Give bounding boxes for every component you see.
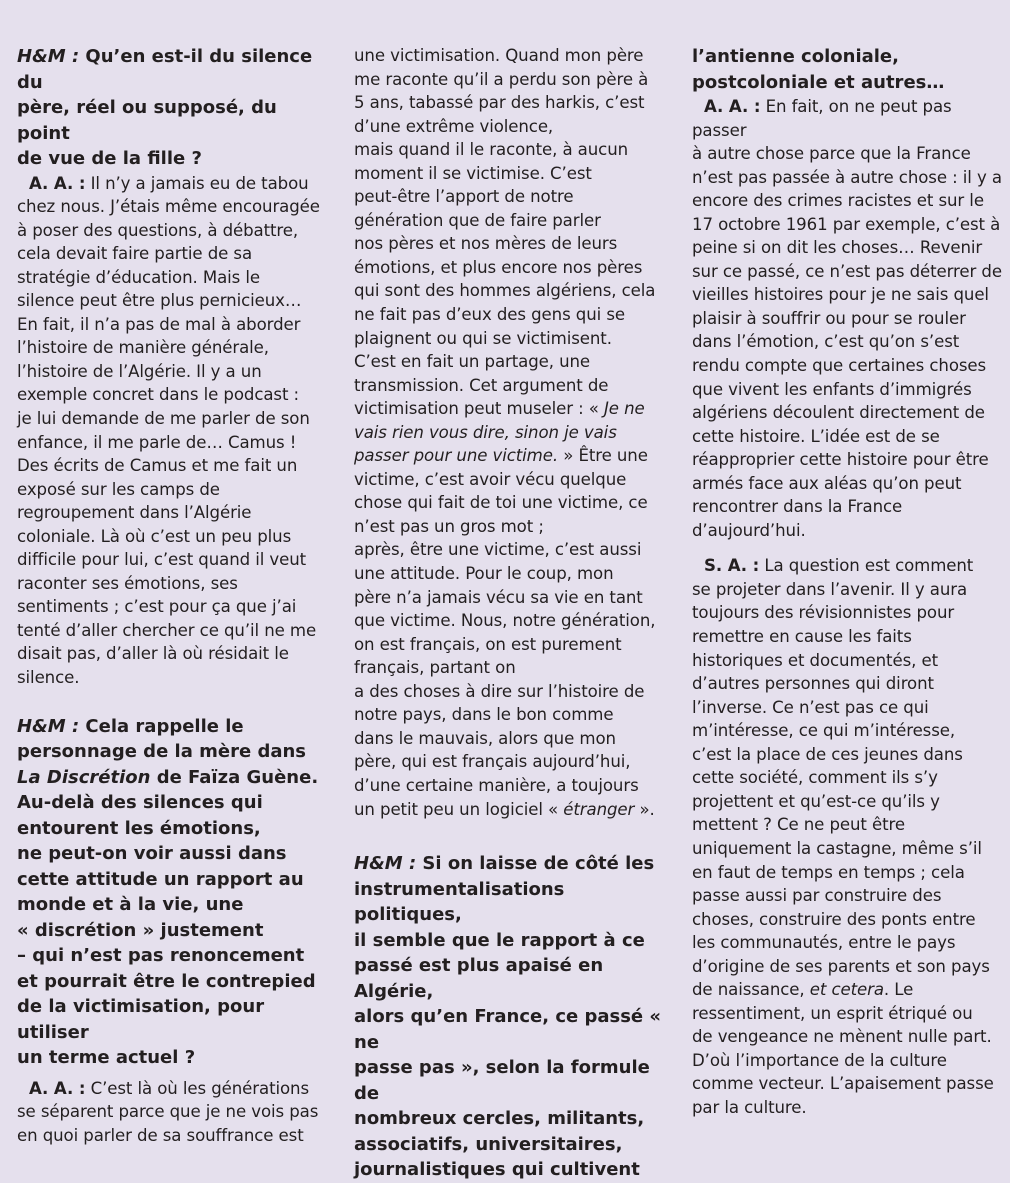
quoted-speech: Je ne vais rien vous dire, sinon je vais passer pour une victime. — [354, 399, 645, 466]
answer-4 — [692, 554, 1010, 1119]
answer-1 — [17, 172, 333, 690]
question-2 — [17, 714, 333, 1071]
spacer — [354, 821, 676, 851]
book-title: La Discrétion — [17, 766, 151, 788]
answer-text: La question est comment se projeter dans l’avenir. Il y aura toujours des révisionnistes pour remettre en cause les faits historiques et documentés, et d’autres personnes qui diront l’inverse. Ce n’est pas ce qui m’intéresse, ce qui m’intéresse, c’est la place de ces jeunes dans cette société, comment ils s’y projettent et qu’est-ce qu’ils y mettent ? Ce ne peut être uniquement la castagne, même s’il en faut de temps en temps ; cela passe aussi par construire des choses, construire des ponts entre les communautés, entre le pays d’origine de ses parents et son pays de naissance, — [692, 556, 990, 1000]
question-text-cont: de Faïza Guène. Au-delà des silences qui entourent les émotions, ne peut-on voir aussi dans cette attitude un rapport au monde et à la vie, une « discrétion » justement – qui n’est pas renoncement et pourrait être le contrepied de la victimisation, pour utiliser un terme actuel ? — [17, 766, 319, 1069]
answer-2-continued — [354, 44, 676, 821]
speaker-tag: A. A. : — [704, 97, 761, 116]
quoted-word: étranger — [563, 799, 635, 819]
speaker-tag: A. A. : — [29, 1078, 86, 1098]
speaker-tag: S. A. : — [704, 556, 760, 576]
answer-text-end: ». — [634, 799, 655, 819]
question-text: Si on laisse de côté les instrumentalisations politiques, il semble que le rapport à ce passé est plus apaisé en Algérie, alors qu’en France, ce passé « ne passe pas », selon la formule de nombreux cercles, militants, associatifs, universitaires, journalistiques qui cultivent — [354, 853, 662, 1181]
answer-text: Il n’y a jamais eu de tabou chez nous. J’étais même encouragée à poser des questions, à débattre, cela devait faire partie de sa stratégie d’éducation. Mais le silence peut être plus pernicieux… En fait, il n’a pas de mal à aborder l’histoire de manière générale, l’histoire de l’Algérie. Il y a un exemple concret dans le podcast : je lui demande de me parler de son enfance, il me parle de… Camus ! Des écrits de Camus et me fait un exposé sur les camps de regroupement dans l’Algérie coloniale. Là où c’est un peu plus difficile pour lui, c’est quand il veut raconter ses émotions, ses sentiments ; c’est pour ça que j’ai tenté d’aller chercher ce qu’il ne me disait pas, d’aller là où résidait le silence. — [17, 173, 320, 687]
question-1 — [17, 44, 333, 172]
latin-phrase: et cetera — [809, 980, 884, 1000]
answer-text: une victimisation. Quand mon père me raconte qu’il a perdu son père à 5 ans, tabassé par des harkis, c’est d’une extrême violence, mais quand il le raconte, à aucun moment il se victimise. C’est peut-être l’apport de notre génération que de faire parler nos pères et nos mères de leurs émotions, et plus encore nos pères qui sont des hommes algériens, cela ne fait pas d’eux des gens qui se plaignent ou qui se victimisent. C’est en fait un partage, une transmission. Cet argument de victimisation peut museler : « — [354, 46, 656, 419]
answer-text: C’est là où les générations se séparent parce que je ne vois pas en quoi parler de sa souffrance est — [17, 1078, 319, 1145]
interviewer-tag: H&M : — [354, 853, 417, 875]
question-text: Qu’en est-il du silence du père, réel ou supposé, du point de vue de la fille ? — [17, 46, 313, 169]
column-1 — [17, 44, 333, 1147]
answer-3 — [692, 95, 1010, 542]
interviewer-tag: H&M : — [17, 715, 80, 737]
question-text: Cela rappelle le personnage de la mère dans — [17, 715, 307, 763]
column-2 — [354, 44, 676, 1183]
question-3-continued: l’antienne coloniale, postcoloniale et autres… — [692, 46, 945, 93]
speaker-tag: A. A. : — [29, 173, 86, 193]
spacer — [692, 542, 1010, 554]
answer-2 — [17, 1077, 333, 1148]
spacer — [17, 690, 333, 714]
column-3 — [692, 44, 1010, 1120]
answer-text-end: . Le ressentiment, un esprit étriqué ou de vengeance ne mènent nulle part. D’où l’importance de la culture comme vecteur. L’apaisement passe par la culture. — [692, 980, 994, 1117]
answer-text: En fait, on ne peut pas passer à autre chose parce que la France n’est pas passée à autre chose : il y a encore des crimes racistes et sur le 17 octobre 1961 par exemple, c’est à peine si on dit les choses… Revenir sur ce passé, ce n’est pas déterrer de vieilles histoires pour je ne sais quel plaisir à souffrir ou pour se rouler dans l’émotion, c’est qu’on s’est rendu compte que certaines choses que vivent les enfants d’immigrés algériens découlent directement de cette histoire. L’idée est de se réapproprier cette histoire pour être armés face aux aléas qu’on peut rencontrer dans la France d’aujourd’hui. — [692, 97, 1002, 540]
interviewer-tag: H&M : — [17, 46, 80, 67]
question-3 — [354, 851, 676, 1183]
answer-text-cont: » Être une victime, c’est avoir vécu quelque chose qui fait de toi une victime, ce n’est pas un gros mot ; après, être une victime, c’est aussi une attitude. Pour le coup, mon père n’a jamais vécu sa vie en tant que victime. Nous, notre génération, on est français, on est purement français, partant on a des choses à dire sur l’histoire de notre pays, dans le bon comme dans le mauvais, alors que mon père, qui est français aujourd’hui, d’une certaine manière, a toujours un petit peu un logiciel « — [354, 446, 656, 819]
